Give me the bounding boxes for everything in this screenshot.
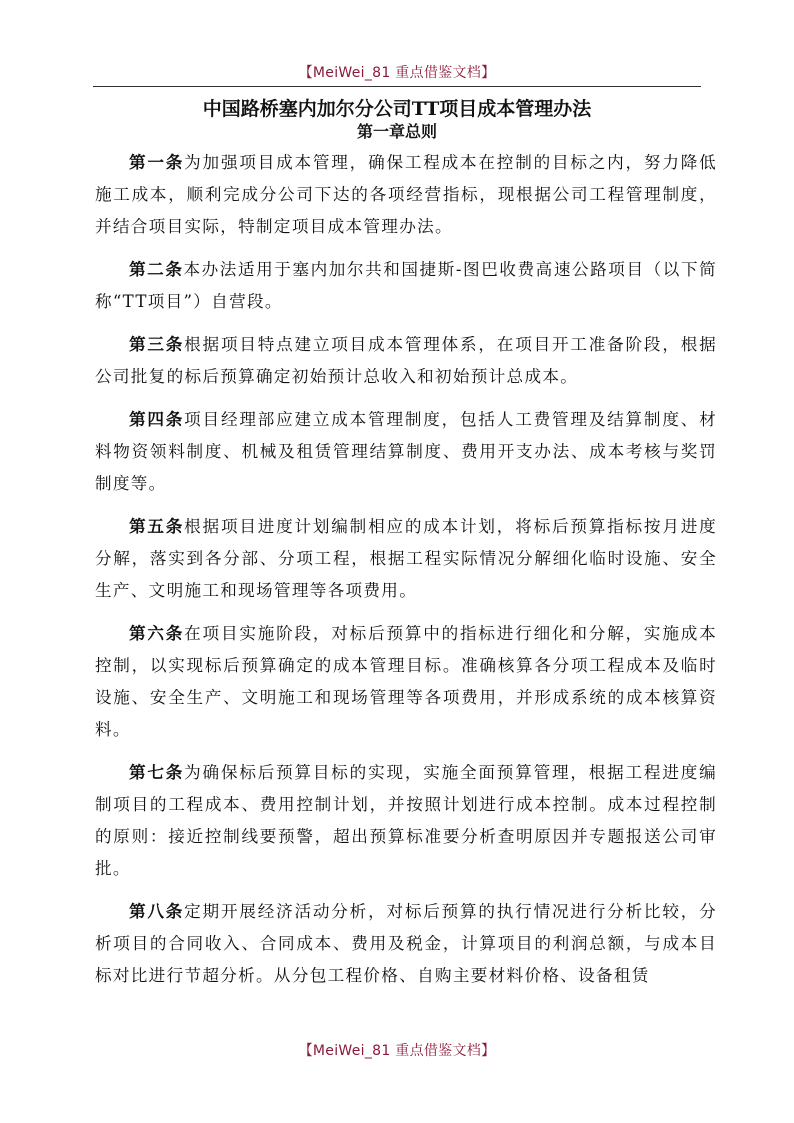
article-6 [95,617,717,746]
article-text: 定期开展经济活动分析，对标后预算的执行情况进行分析比较，分析项目的合同收入、合同成本、费用及税金，计算项目的利润总额，与成本目标对比进行节超分析。从分包工程价格、自购主要材料价格、设备租赁 [95,902,717,985]
page-footer-text: 【MeiWei_81 重点借鉴文档】 [298,1043,496,1059]
article-text: 本办法适用于塞内加尔共和国捷斯-图巴收费高速公路项目（以下简称“TT项目”）自营段。 [95,260,717,311]
page-header-text: 【MeiWei_81 重点借鉴文档】 [298,65,496,81]
document-title: 中国路桥塞内加尔分公司TT项目成本管理办法 [202,98,592,120]
document-body [95,146,717,1002]
article-1 [95,146,717,243]
article-lead: 第二条 [129,259,184,279]
chapter-heading: 第一章总则 [356,122,437,141]
article-text: 为确保标后预算目标的实现，实施全面预算管理，根据工程进度编制项目的工程成本、费用控制计划，并按照计划进行成本控制。成本过程控制的原则：接近控制线要预警，超出预算标准要分析查明原因并专题报送公司审批。 [95,763,717,878]
article-lead: 第四条 [129,409,185,429]
article-lead: 第三条 [129,334,185,354]
article-2 [95,253,717,318]
header-divider [93,86,701,87]
article-text: 根据项目进度计划编制相应的成本计划，将标后预算指标按月进度分解，落实到各分部、分项工程，根据工程实际情况分解细化临时设施、安全生产、文明施工和现场管理等各项费用。 [95,517,717,600]
article-lead: 第七条 [129,762,185,782]
article-lead: 第八条 [129,901,185,921]
article-8 [95,895,717,992]
article-5 [95,510,717,607]
article-text: 为加强项目成本管理，确保工程成本在控制的目标之内，努力降低施工成本，顺利完成分公司下达的各项经营指标，现根据公司工程管理制度，并结合项目实际，特制定项目成本管理办法。 [95,153,717,236]
article-lead: 第五条 [129,516,185,536]
article-lead: 第六条 [129,623,185,643]
article-text: 在项目实施阶段，对标后预算中的指标进行细化和分解，实施成本控制，以实现标后预算确定的成本管理目标。准确核算各分项工程成本及临时设施、安全生产、文明施工和现场管理等各项费用，并形成系统的成本核算资料。 [95,624,717,739]
article-7 [95,756,717,885]
article-lead: 第一条 [129,152,185,172]
article-text: 根据项目特点建立项目成本管理体系，在项目开工准备阶段，根据公司批复的标后预算确定初始预计总收入和初始预计总成本。 [95,335,717,386]
article-text: 项目经理部应建立成本管理制度，包括人工费管理及结算制度、材料物资领料制度、机械及租赁管理结算制度、费用开支办法、成本考核与奖罚制度等。 [95,410,717,493]
article-4 [95,403,717,500]
article-3 [95,328,717,393]
